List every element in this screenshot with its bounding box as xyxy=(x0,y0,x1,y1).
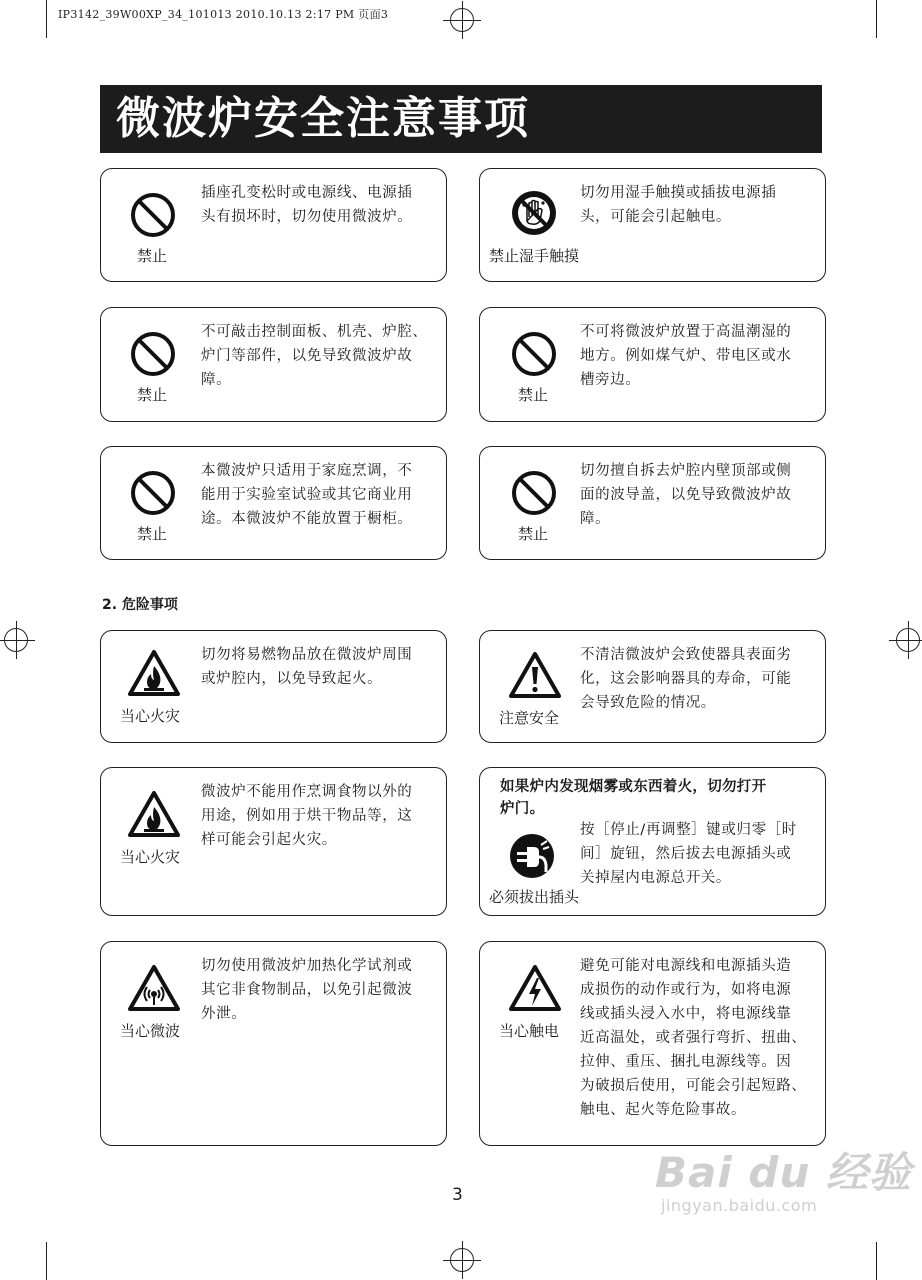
prohibition-card xyxy=(100,168,447,282)
text-line: 近高温处，或者强行弯折、扭曲、 xyxy=(580,1030,807,1046)
text-line: 成损伤的动作或行为，如将电源 xyxy=(580,982,792,998)
text-line: 如果炉内发现烟雾或东西着火，切勿打开 xyxy=(500,779,767,795)
prohibition-icon xyxy=(510,469,558,517)
text-line: 能用于实验室试验或其它商业用 xyxy=(201,487,413,503)
warning-text xyxy=(580,181,776,229)
crop-mark xyxy=(46,0,47,38)
warning-text xyxy=(201,643,412,691)
warning-label: 禁止 xyxy=(137,386,168,404)
warning-label: 禁止 xyxy=(518,386,549,404)
warning-text xyxy=(580,459,791,531)
registration-mark xyxy=(450,1248,474,1272)
prohibition-icon xyxy=(129,469,177,517)
text-line: 触电、起火等危险事故。 xyxy=(580,1102,747,1118)
text-line: 炉门等部件，以免导致微波炉故 xyxy=(201,348,413,364)
microwave-warning-icon xyxy=(127,964,181,1012)
prohibition-card xyxy=(479,168,826,282)
text-line: 切勿擅自拆去炉腔内壁顶部或侧 xyxy=(580,463,792,479)
text-line: 避免可能对电源线和电源插头造 xyxy=(580,958,792,974)
electric-shock-warning-icon xyxy=(508,964,562,1012)
print-header: IP3142_39W00XP_34_101013 2010.10.13 2:17 PM 页面3 xyxy=(58,8,389,21)
page-number: 3 xyxy=(452,1185,463,1205)
no-wet-hands-icon xyxy=(510,189,558,237)
warning-text xyxy=(580,954,807,1122)
text-line: 拉伸、重压、捆扎电源线等。因 xyxy=(580,1054,792,1070)
text-line: 关掉屋内电源总开关。 xyxy=(580,870,731,886)
text-line: 障。 xyxy=(580,511,611,527)
warning-label: 当心触电 xyxy=(499,1022,560,1040)
section-heading: 2. 危险事项 xyxy=(102,597,178,613)
warning-text xyxy=(580,320,791,392)
warning-label: 当心火灾 xyxy=(120,848,181,866)
text-line: 或炉腔内，以免导致起火。 xyxy=(201,671,383,687)
warning-text xyxy=(580,818,797,890)
warning-label: 当心微波 xyxy=(120,1022,181,1040)
danger-card xyxy=(100,630,447,743)
warning-text xyxy=(580,643,791,715)
warning-label: 禁止 xyxy=(137,525,168,543)
warning-label: 禁止 xyxy=(137,247,168,265)
text-line: 其它非食物制品，以免引起微波 xyxy=(201,982,413,998)
text-line: 障。 xyxy=(201,372,232,388)
danger-card xyxy=(100,767,447,916)
danger-card xyxy=(100,941,447,1146)
prohibition-card xyxy=(479,446,826,560)
text-line: 头有损坏时，切勿使用微波炉。 xyxy=(201,209,413,225)
text-line: 间］旋钮，然后拔去电源插头或 xyxy=(580,846,792,862)
warning-label: 必须拔出插头 xyxy=(489,888,580,906)
prohibition-card xyxy=(100,307,447,422)
text-line: 样可能会引起火灾。 xyxy=(201,832,337,848)
text-line: 途。本微波炉不能放置于橱柜。 xyxy=(201,511,413,527)
text-line: 面的波导盖，以免导致微波炉故 xyxy=(580,487,792,503)
warning-label: 当心火灾 xyxy=(120,707,181,725)
text-line: 微波炉不能用作烹调食物以外的 xyxy=(201,784,413,800)
danger-card xyxy=(479,941,826,1146)
prohibition-card xyxy=(479,307,826,422)
text-line: 化，这会影响器具的寿命，可能 xyxy=(580,671,792,687)
text-line: 本微波炉只适用于家庭烹调，不 xyxy=(201,463,413,479)
crop-mark xyxy=(876,0,877,38)
unplug-icon xyxy=(508,832,556,880)
prohibition-icon xyxy=(510,330,558,378)
text-line: 线或插头浸入水中，将电源线靠 xyxy=(580,1006,792,1022)
warning-text xyxy=(201,320,428,392)
warning-label: 注意安全 xyxy=(499,709,560,727)
emergency-instruction xyxy=(500,776,766,820)
warning-label: 禁止湿手触摸 xyxy=(489,247,580,265)
baidu-watermark xyxy=(655,1140,912,1215)
warning-text xyxy=(201,181,412,229)
text-line: 切勿将易燃物品放在微波炉周围 xyxy=(201,647,413,663)
text-line: 不可将微波炉放置于高温潮湿的 xyxy=(580,324,792,340)
registration-mark xyxy=(450,8,474,32)
watermark-brand: Bai du 经验 xyxy=(655,1148,912,1197)
registration-mark xyxy=(896,628,920,652)
crop-mark xyxy=(876,1242,877,1280)
text-line: 切勿使用微波炉加热化学试剂或 xyxy=(201,958,413,974)
prohibition-icon xyxy=(129,191,177,239)
registration-mark xyxy=(4,628,28,652)
text-line: 槽旁边。 xyxy=(580,372,641,388)
text-line: 为破损后使用，可能会引起短路、 xyxy=(580,1078,807,1094)
fire-warning-icon xyxy=(127,649,181,697)
text-line: 切勿用湿手触摸或插拔电源插 xyxy=(580,185,777,201)
page-title: 微波炉安全注意事项 xyxy=(100,85,822,153)
text-line: 用途，例如用于烘干物品等，这 xyxy=(201,808,413,824)
crop-mark xyxy=(46,1242,47,1280)
text-line: 不可敲击控制面板、机壳、炉腔、 xyxy=(201,324,428,340)
prohibition-card xyxy=(100,446,447,560)
text-line: 外泄。 xyxy=(201,1006,247,1022)
prohibition-icon xyxy=(129,330,177,378)
text-line: 头，可能会引起触电。 xyxy=(580,209,731,225)
text-line: 按［停止/再调整］键或归零［时 xyxy=(580,822,797,838)
warning-text xyxy=(201,954,412,1026)
caution-warning-icon xyxy=(508,651,562,699)
fire-warning-icon xyxy=(127,790,181,838)
text-line: 不清洁微波炉会致使器具表面劣 xyxy=(580,647,792,663)
danger-card xyxy=(479,767,826,916)
text-line: 地方。例如煤气炉、带电区或水 xyxy=(580,348,792,364)
warning-text xyxy=(201,459,412,531)
warning-label: 禁止 xyxy=(518,525,549,543)
warning-text xyxy=(201,780,412,852)
text-line: 炉门。 xyxy=(500,801,545,817)
danger-card xyxy=(479,630,826,743)
watermark-url: jingyan.baidu.com xyxy=(661,1196,818,1215)
text-line: 会导致危险的情况。 xyxy=(580,695,716,711)
text-line: 插座孔变松时或电源线、电源插 xyxy=(201,185,413,201)
